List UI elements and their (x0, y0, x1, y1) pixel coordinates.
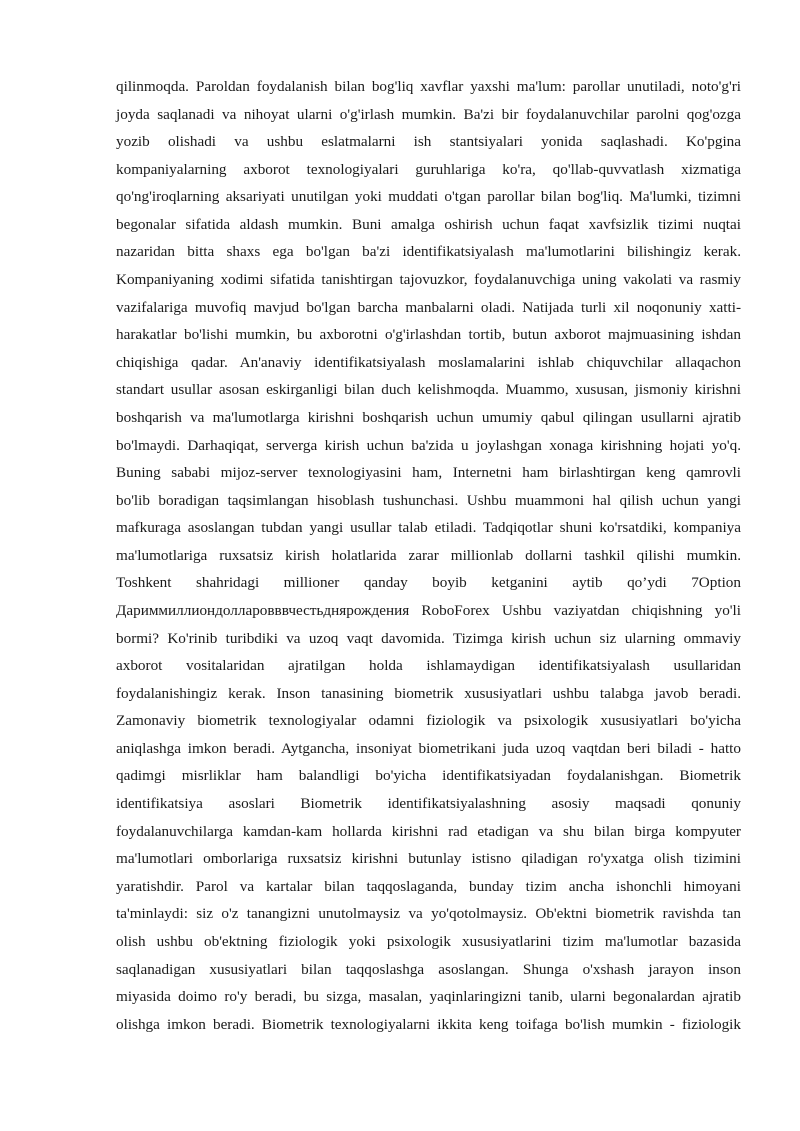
text-line: saqlanadigan xususiyatlari bilan taqqoslashga asoslangan. Shunga o'xshash jarayon inson (116, 960, 741, 978)
text-line: Kompaniyaning xodimi sifatida tanishtirgan tajovuzkor, foydalanuvchiga uning vakolati va rasmiy (116, 271, 741, 289)
text-line: miyasida doimo ro'y beradi, bu sizga, masalan, yaqinlaringizni tanib, ularni begonalardan ajratib (116, 988, 741, 1006)
text-line: foydalanishingiz kerak. Inson tanasining biometrik xususiyatlari ushbu talabga javob beradi. (116, 684, 741, 702)
text-line: identifikatsiya asoslari Biometrik identifikatsiyalashning asosiy maqsadi qonuniy (116, 795, 741, 813)
text-line: yaratishdir. Parol va kartalar bilan taqqoslaganda, bunday tizim ancha ishonchli himoyani (116, 877, 741, 895)
text-line: bormi? Ko'rinib turibdiki va uzoq vaqt davomida. Tizimga kirish uchun siz ularning ommaviy (116, 629, 741, 647)
text-line: yozib olishadi va ushbu eslatmalarni ish stantsiyalari yonida saqlashadi. Ko'pgina (116, 133, 741, 151)
text-line: olishga imkon beradi. Biometrik texnologiyalarni ikkita keng toifaga bo'lish mumkin - fiziologik (116, 1015, 741, 1033)
text-line: boshqarish va ma'lumotlarga kirishni boshqarish uchun umumiy qabul qilingan usullarni ajratib (116, 408, 741, 426)
text-line: Zamonaviy biometrik texnologiyalar odamni fiziologik va psixologik xususiyatlari bo'yicha (116, 712, 741, 730)
text-line: bo'lib boradigan taqsimlangan hisoblash tushunchasi. Ushbu muammoni hal qilish uchun yangi (116, 491, 741, 509)
text-line: harakatlar bo'lishi mumkin, bu axborotni o'g'irlashdan tortib, butun axborot majmuasining ishdan (116, 326, 741, 344)
text-line: Дариммиллиондолларовввчестьднярождения RoboForex Ushbu vaziyatdan chiqishning yo'li (116, 601, 741, 619)
text-line: qilinmoqda. Paroldan foydalanish bilan bog'liq xavflar yaxshi ma'lum: parollar unutiladi, noto'g'ri (116, 78, 741, 95)
text-line: ma'lumotlari omborlariga ruxsatsiz kirishni butunlay istisno qiladigan ro'yxatga olish tizimini (116, 850, 741, 868)
text-line: joyda saqlanadi va nihoyat ularni o'g'irlash mumkin. Ba'zi bir foydalanuvchilar parolni qog'ozga (116, 105, 741, 123)
text-line: aniqlashga imkon beradi. Aytgancha, insoniyat biometrikani juda uzoq vaqtdan beri biladi - hatto (116, 739, 741, 757)
text-line: Buning sababi mijoz-server texnologiyasini ham, Internetni ham birlashtirgan keng qamrovli (116, 464, 741, 482)
text-line: chiqishiga qadar. An'anaviy identifikatsiyalash moslamalarini ishlab chiquvchilar allaqachon (116, 353, 741, 371)
text-line: olish ushbu ob'ektning fiziologik yoki psixologik xususiyatlarini tizim ma'lumotlar bazasida (116, 932, 741, 950)
text-line: kompaniyalarning axborot texnologiyalari guruhlariga ko'ra, qo'llab-quvvatlash xizmatiga (116, 160, 741, 178)
text-line: begonalar sifatida aldash mumkin. Buni amalga oshirish uchun faqat xavfsizlik tizimi nuqtai (116, 215, 741, 233)
text-line: axborot vositalaridan ajratilgan holda ishlamaydigan identifikatsiyalash usullaridan (116, 657, 741, 675)
body-paragraph (116, 73, 741, 1038)
text-line: bo'lmaydi. Darhaqiqat, serverga kirish uchun ba'zida u joylashgan xonaga kirishning hojati yo'q. (116, 436, 741, 454)
text-line: ta'minlaydi: siz o'z tanangizni unutolmaysiz va yo'qotolmaysiz. Ob'ektni biometrik ravishda tan (116, 905, 741, 923)
text-line: standart usullar asosan eskirganligi bilan duch kelishmoqda. Muammo, xususan, jismoniy kirishni (116, 381, 741, 399)
text-line: mafkuraga asoslangan tubdan yangi usullar talab etiladi. Tadqiqotlar shuni ko'rsatdiki, kompaniya (116, 519, 741, 537)
text-line: nazaridan bitta shaxs ega bo'lgan ba'zi identifikatsiyalash ma'lumotlarini bilishingiz kerak. (116, 243, 741, 261)
text-line: ma'lumotlariga ruxsatsiz kirish holatlarida zarar millionlab dollarni tashkil qilishi mumkin. (116, 546, 741, 564)
text-line: Toshkent shahridagi millioner qanday boyib ketganini aytib qo’ydi 7Option (116, 574, 741, 592)
text-line: vazifalariga muvofiq mavjud bo'lgan barcha manbalarni oladi. Natijada turli xil noqonuniy xatti- (116, 298, 741, 316)
text-line: foydalanuvchilarga kamdan-kam hollarda kirishni rad etadigan va shu bilan birga kompyuter (116, 822, 741, 840)
text-line: qadimgi misrliklar ham balandligi bo'yicha identifikatsiyadan foydalanishgan. Biometrik (116, 767, 741, 785)
text-line: qo'ng'iroqlarning aksariyati unutilgan yoki muddati o'tgan parollar bilan bog'liq. Ma'lumki, tizimni (116, 188, 741, 206)
